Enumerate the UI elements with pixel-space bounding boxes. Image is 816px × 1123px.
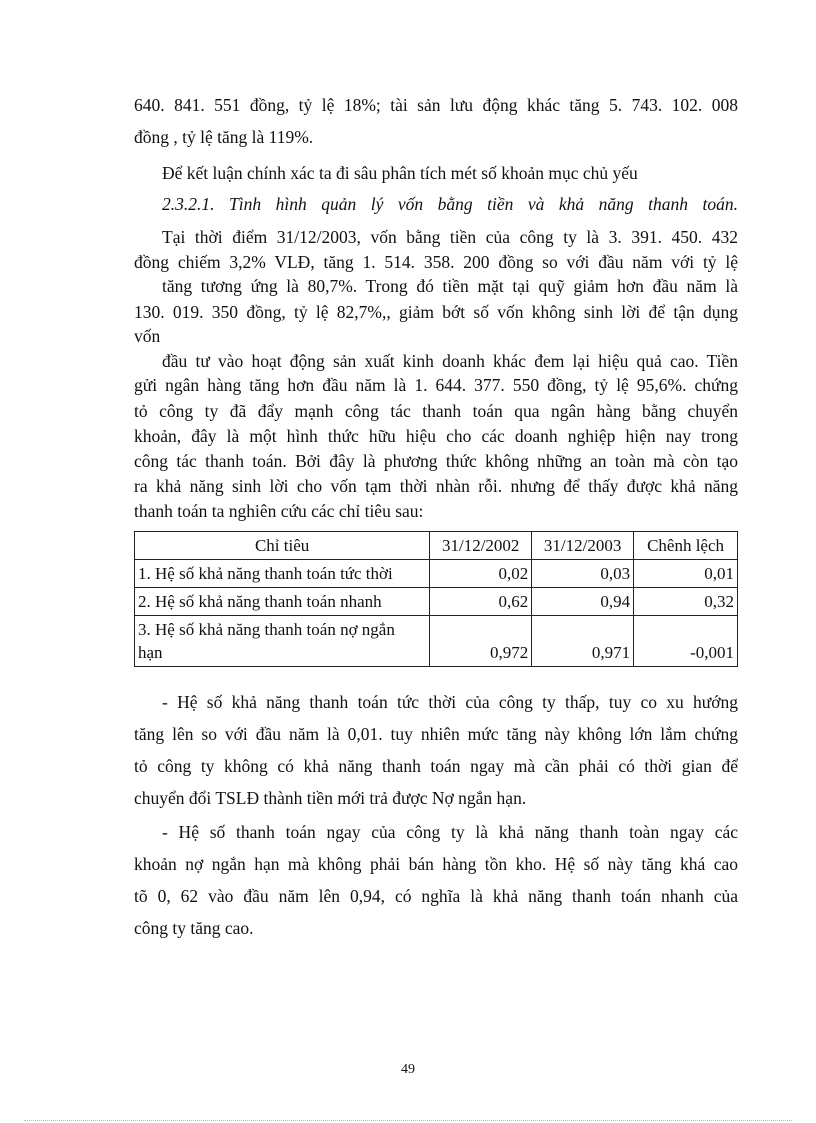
paragraph-line: ra khả năng sinh lời cho vốn tạm thời nhàn rỗi. nhưng để thấy được khả năng bbox=[134, 476, 738, 496]
paragraph-line: công tác thanh toán. Bởi đây là phương thức không những an toàn mà còn tạo bbox=[134, 451, 738, 471]
value-cell: 0,971 bbox=[532, 616, 634, 667]
paragraph-line: đồng chiếm 3,2% VLĐ, tăng 1. 514. 358. 200 đồng so với đầu năm với tỷ lệ bbox=[134, 252, 738, 272]
paragraph-line: Tại thời điểm 31/12/2003, vốn bằng tiền của công ty là 3. 391. 450. 432 bbox=[162, 227, 738, 247]
paragraph-line: - Hệ số thanh toán ngay của công ty là khả năng thanh toàn ngay các bbox=[162, 822, 738, 842]
value-cell: 0,94 bbox=[532, 588, 634, 616]
table-row bbox=[135, 588, 738, 616]
paragraph-line: đầu tư vào hoạt động sản xuất kinh doanh khác đem lại hiệu quả cao. Tiền bbox=[162, 351, 738, 371]
paragraph-line: khoản nợ ngắn hạn mà không phải bán hàng tồn kho. Hệ số này tăng khá cao bbox=[134, 854, 738, 874]
value-cell: 0,02 bbox=[430, 560, 532, 588]
paragraph-line: Để kết luận chính xác ta đi sâu phân tích mét số khoản mục chủ yếu bbox=[162, 163, 638, 183]
paragraph-line: chuyển đổi TSLĐ thành tiền mới trả được Nợ ngắn hạn. bbox=[134, 788, 527, 808]
header-cell: 31/12/2002 bbox=[430, 532, 532, 560]
paragraph-line: thanh toán ta nghiên cứu các chỉ tiêu sau: bbox=[134, 501, 424, 521]
paragraph-line: tăng tương ứng là 80,7%. Trong đó tiền mặt tại quỹ giảm hơn đầu năm là bbox=[162, 276, 738, 296]
liquidity-ratio-table bbox=[134, 531, 738, 667]
paragraph-line: tăng lên so với đầu năm là 0,01. tuy nhiên mức tăng này không lớn lắm chứng bbox=[134, 724, 738, 744]
value-cell: -0,001 bbox=[634, 616, 738, 667]
row-label-line: hạn bbox=[138, 643, 163, 662]
header-cell: 31/12/2003 bbox=[532, 532, 634, 560]
paragraph-line: 640. 841. 551 đồng, tỷ lệ 18%; tài sản lưu động khác tăng 5. 743. 102. 008 bbox=[134, 95, 738, 115]
row-label: 1. Hệ số khả năng thanh toán tức thời bbox=[135, 560, 430, 588]
paragraph-line: đồng , tỷ lệ tăng là 119%. bbox=[134, 127, 314, 147]
paragraph-line: - Hệ số khả năng thanh toán tức thời của công ty thấp, tuy co xu hướng bbox=[162, 692, 738, 712]
page-number: 49 bbox=[401, 1062, 415, 1077]
table-header-row bbox=[135, 532, 738, 560]
table-row bbox=[135, 560, 738, 588]
page-bottom-divider bbox=[24, 1120, 792, 1121]
value-cell: 0,62 bbox=[430, 588, 532, 616]
row-label bbox=[135, 616, 430, 667]
row-label: 2. Hệ số khả năng thanh toán nhanh bbox=[135, 588, 430, 616]
section-heading: 2.3.2.1. Tình hình quản lý vốn bằng tiền và khả năng thanh toán. bbox=[162, 194, 738, 214]
value-cell: 0,03 bbox=[532, 560, 634, 588]
value-cell: 0,32 bbox=[634, 588, 738, 616]
row-label-line: 3. Hệ số khả năng thanh toán nợ ngắn bbox=[138, 620, 395, 639]
paragraph-line: công ty tăng cao. bbox=[134, 918, 254, 938]
paragraph-line: khoản, đây là một hình thức hữu hiệu cho các doanh nghiệp hiện nay trong bbox=[134, 426, 738, 446]
table-row bbox=[135, 616, 738, 667]
paragraph-line: gửi ngân hàng tăng hơn đầu năm là 1. 644. 377. 550 đồng, tỷ lệ 95,6%. chứng bbox=[134, 375, 738, 395]
value-cell: 0,972 bbox=[430, 616, 532, 667]
paragraph-line: 130. 019. 350 đồng, tỷ lệ 82,7%,, giảm bớt số vốn không sinh lời để tận dụng bbox=[134, 302, 738, 322]
paragraph-line: vốn bbox=[134, 326, 161, 346]
paragraph-line: tỏ công ty không có khả năng thanh toán ngay mà cần phải có thời gian để bbox=[134, 756, 738, 776]
paragraph-line: tỏ công ty đã đẩy mạnh công tác thanh toán qua ngân hàng bằng chuyển bbox=[134, 401, 738, 421]
paragraph-line: tõ 0, 62 vào đầu năm lên 0,94, có nghĩa là khả năng thanh toán nhanh của bbox=[134, 886, 738, 906]
header-cell: Chỉ tiêu bbox=[135, 532, 430, 560]
header-cell: Chênh lệch bbox=[634, 532, 738, 560]
value-cell: 0,01 bbox=[634, 560, 738, 588]
